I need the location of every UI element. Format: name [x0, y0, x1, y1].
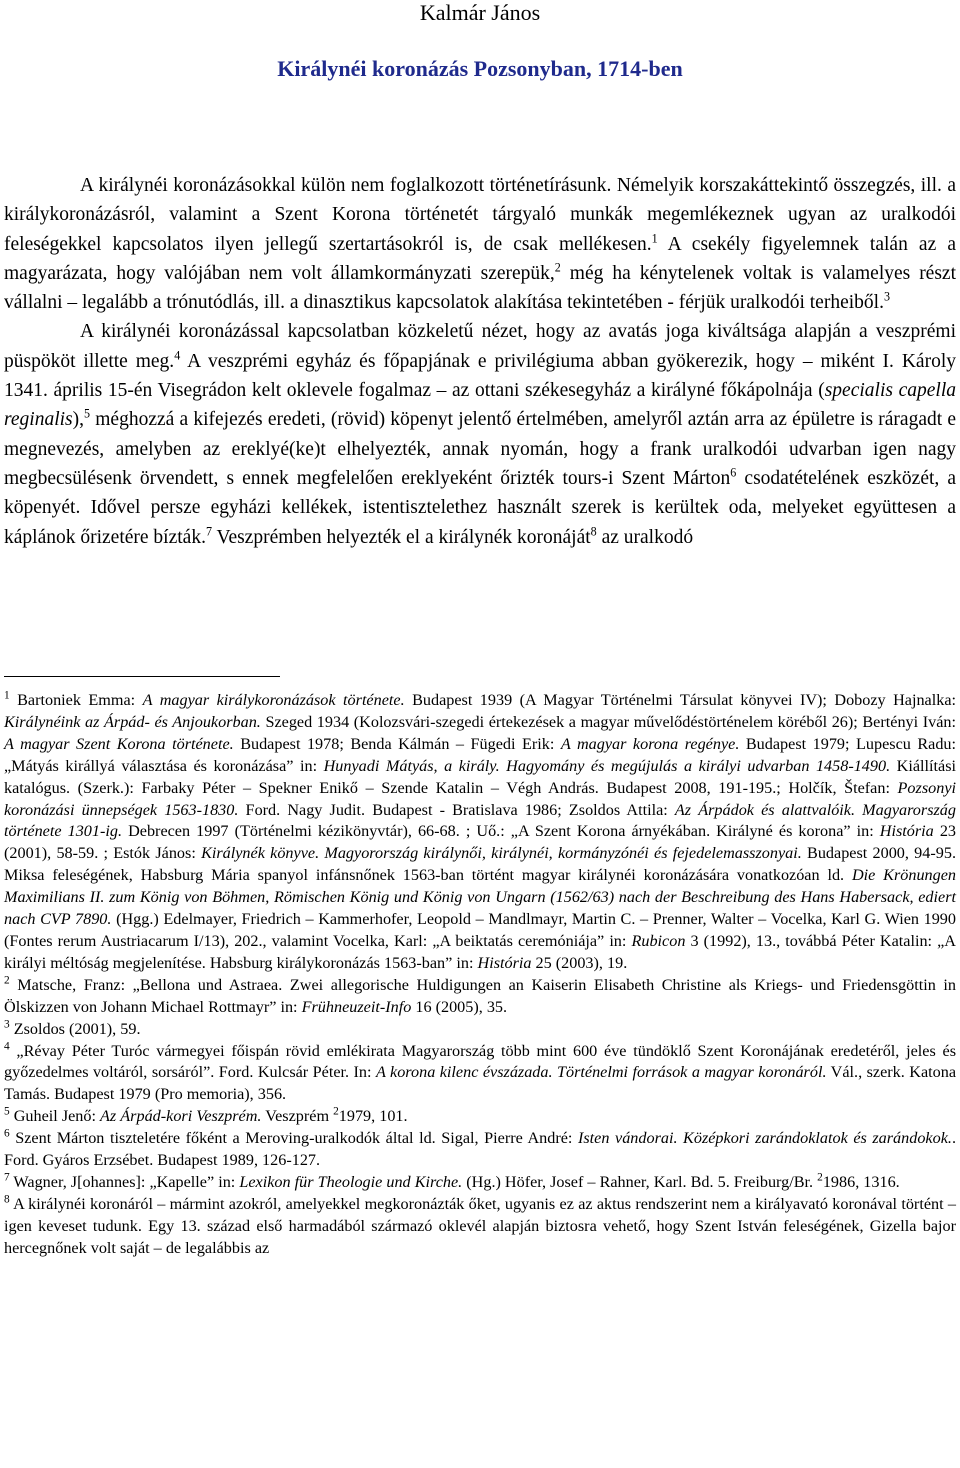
italic-run: Frühneuzeit-Info — [301, 997, 412, 1016]
text-run: A veszprémi egyház és főpapjának e privilégiuma abban gyökerezik, hogy – miként I. Károly 1341. április 15-én Visegrádon kelt oklevele fogalmaz – az ottani székesegyház a királyné főkápolnája ( — [4, 350, 956, 402]
italic-run: Lexikon für Theologie und Kirche. — [239, 1172, 463, 1191]
text-run: 1979, 101. — [338, 1107, 408, 1126]
text-run: még ha kénytelenek voltak is valamelyes részt vállalni – legalább a trónutódlás, ill. a dinasztikus kapcsolatok alakítása tekintetében - férjük uralkodói terheiből. — [4, 262, 957, 314]
text-run: az uralkodó — [596, 526, 694, 548]
footnote-ref: 2 — [4, 974, 10, 987]
footnote-ref: 6 — [730, 465, 737, 480]
text-run: Wagner, J[ohannes]: „Kapelle” in: — [9, 1172, 240, 1191]
text-run: Budapest 1978; Benda Kálmán – Fügedi Erik: — [233, 734, 561, 753]
text-run: Zsoldos (2001), 59. — [9, 1019, 141, 1038]
text-run: Budapest 1939 (A Magyar Történelmi Társulat könyvei IV); Dobozy Hajnalka: — [404, 691, 957, 709]
italic-run: specialis capella reginalis — [4, 380, 956, 431]
footnote-ref: 4 — [4, 1040, 10, 1053]
text-run: Kiállítási katalógus. (Szerk.): Farbaky Péter – Spekner Enikő – Szende Katalin – Végh András. Budapest 2008, 191-195.; Holčík, Štefan: — [4, 756, 957, 797]
text-run: . Ford. Gyáros Erzsébet. Budapest 1989, 126-127. — [4, 1129, 956, 1170]
italic-run: A korona kilenc évszázada. Történelmi források a magyar koronáról. — [375, 1063, 827, 1082]
text-run: Budapest 1979; Lupescu Radu: „Mátyás királlyá választása és koronázása” in: — [4, 734, 957, 775]
footnote-ref: 4 — [174, 348, 181, 363]
footnote-ref: 3 — [4, 1018, 10, 1031]
text-run: (Hgg.) Edelmayer, Friedrich – Kammerhofer, Leopold – Mandlmayr, Martin C. – Prenner, Walter – Vocelka, Karl G. Wien 1990 (Fontes rerum Austriacarum I/13), 202., valamint Vocelka, Karl: „A beiktatás ceremóniája” in: — [4, 910, 956, 950]
footnote-ref: 5 — [84, 406, 91, 421]
italic-run: Királynéink az Árpád- és Anjoukorban. — [4, 712, 261, 731]
text-run: 16 (2005), 35. — [411, 997, 508, 1016]
footnote-ref: 3 — [883, 289, 890, 304]
document-page — [4, 0, 957, 1257]
italic-run: Az Árpádok és alattvalóik. Magyarország története 1301-ig. — [4, 800, 956, 841]
footnote-ref: 2 — [333, 1105, 339, 1118]
text-run: Matsche, Franz: „Bellona und Astraea. Zwei allegorische Huldigungen an Kaiserin Elisabeth Christine als Kriegs- und Friedensgöttin in Ölskizzen von Johann Michael Rottmayr” in: — [4, 975, 956, 1016]
text-run: Vál., szerk. Katona Tamás. Budapest 1979 (Pro memoria), 356. — [4, 1063, 956, 1104]
text-run: Szent Márton tiszteletére főként a Meroving-uralkodók által ld. Sigal, Pierre André: — [9, 1129, 578, 1148]
text-run: Debrecen 1997 (Történelmi kézikönyvtár), 66-68. ; Uő.: „A Szent Korona árnyékában. Királyné és korona” in: — [122, 822, 880, 841]
text-run: A királynéi koronázásokkal külön nem foglalkozott történetírásunk. Némelyik korszakáttekintő összegzés, ill. a királykoronázásról, valamint a Szent Korona történetét tárgyaló munkák megemlékeznek ugyan az uralkodói feleségekkel kapcsolatos ilyen jellegű szertartásokról is, de csak mellékesen. — [4, 175, 956, 255]
text-run: A csekély figyelemnek talán az a magyarázata, hogy valójában nem volt államkormányzati szerepük, — [4, 233, 956, 284]
text-run: 3 (1992), 13., továbbá Péter Katalin: „A királyi méltóság megjelenítése. Habsburg királykoronázás 1563-ban” in: — [4, 931, 956, 972]
text-run: Veszprém — [261, 1107, 334, 1126]
text-run: Veszprémben helyezték el a királynék koronáját — [212, 526, 591, 548]
author-name: Kalmár János — [419, 0, 541, 25]
footnote-7 — [4, 1172, 956, 1194]
text-run: Budapest 2000, 94-95. Miksa feleségének, Habsburg Mária spanyol infánsnőnek 1563-ban történt magyar királynéi koronázására vonatkozóan ld. — [4, 844, 956, 885]
footnote-6 — [4, 1128, 956, 1172]
italic-run: Isten vándorai. Középkori zarándoklatok és zarándokok. — [577, 1129, 952, 1148]
footnote-5 — [4, 1106, 956, 1128]
italic-run: Az Árpád-kori Veszprém. — [100, 1107, 262, 1126]
footnote-2 — [4, 975, 956, 1019]
main-text — [4, 171, 956, 552]
footnote-ref: 2 — [554, 260, 561, 275]
italic-run: Pozsonyi koronázási ünnepségek 1563-1830. — [4, 778, 956, 819]
footnote-3 — [4, 1019, 956, 1041]
footnote-ref: 8 — [590, 524, 597, 539]
footnote-separator — [4, 676, 280, 677]
text-run: Guheil Jenő: — [9, 1107, 101, 1126]
text-run: Bartoniek Emma: — [9, 691, 143, 709]
italic-run: Die Krönungen Maximilians II. zum König von Böhmen, Römischen König und König von Ungarn (1562/63) nach der Beschreibung des Hans Habersack, ediert nach CVP 7890. — [4, 866, 957, 929]
text-run: Ford. Nagy Judit. Budapest - Bratislava 1986; Zsoldos Attila: — [238, 800, 675, 819]
text-run: ), — [72, 409, 84, 431]
text-run: 1986, 1316. — [822, 1172, 900, 1191]
page-title: Királynéi koronázás Pozsonyban, 1714-ben — [277, 56, 683, 81]
italic-run: História — [879, 822, 934, 841]
text-run: A királynéi koronázással kapcsolatban közkeletű nézet, hogy az avatás joga kiváltsága alapján a veszprémi püspököt illette meg. — [4, 321, 956, 372]
italic-run: Hunyadi Mátyás, a király. Hagyomány és megújulás a királyi udvarban 1458-1490. — [323, 756, 891, 775]
text-run: méghozzá a kifejezés eredeti, (rövid) köpenyt jelentő értelmében, amelyről aztán arra az épületre is ráragadt e megnevezés, amelyben az ereklyé(ke)t elhelyezték, annak nyomán, hogy a frank uralkodói udvarban igen nagy megbecsülésenk örvendett, s ennek megfelelően ereklyeként őrizték tours-i Szent Márton — [4, 409, 956, 489]
text-run: A királynéi koronáról – mármint azokról, amelyekkel megkoronázták őket, ugyanis ez az aktus rendszerint nem a királyavató koronával történt – igen keveset tudunk. Egy 13. század első harmadából származó oklevél alapján biztosra vehető, hogy Szent István feleségének, Gizella bajor hercegnőnek volt saját – de legalábbis az — [4, 1194, 956, 1257]
text-run: csodatételének eszközét, a köpenyét. Idővel persze egyházi kellékek, istentisztelethez használt szerek is kerültek oda, melyeket együttesen a káplánok őrizetére bízták. — [4, 467, 956, 548]
italic-run: A magyar Szent Korona története. — [4, 734, 234, 753]
italic-run: A magyar korona regénye. — [560, 734, 740, 753]
paragraph-1 — [4, 171, 956, 317]
text-run: 25 (2003), 19. — [531, 953, 628, 972]
text-run: 23 (2001), 58-59. ; Estók János: — [4, 822, 957, 863]
footnote-ref: 7 — [205, 524, 212, 539]
footnote-ref: 5 — [4, 1105, 10, 1118]
footnote-ref: 2 — [817, 1171, 823, 1184]
footnote-ref: 1 — [651, 231, 658, 246]
italic-run: A magyar királykoronázások története. — [142, 691, 405, 709]
footnote-ref: 1 — [4, 689, 10, 702]
footnote-4 — [4, 1041, 956, 1107]
footnote-1 — [4, 690, 956, 975]
footnote-8 — [4, 1194, 956, 1260]
text-run: „Révay Péter Turóc vármegyei főispán rövid emlékirata Magyarország több mint 600 éve tündöklő Szent Koronájának eredetéről, jeles és győzedelmes voltáról, sorsáról”. Ford. Kulcsár Péter. In: — [4, 1041, 956, 1082]
text-run: Szeged 1934 (Kolozsvári-szegedi értekezések a magyar művelődéstörténelem köréből 26); Bertényi Iván: — [260, 712, 956, 731]
text-run: (Hg.) Höfer, Josef – Rahner, Karl. Bd. 5. Freiburg/Br. — [462, 1172, 818, 1191]
italic-run: Királynék könyve. Magyorország királynői, királynéi, kormányzónéi és fejedelemasszonyai. — [201, 844, 802, 863]
footnote-ref: 8 — [4, 1193, 10, 1206]
footnote-ref: 6 — [4, 1127, 10, 1140]
italic-run: Rubicon — [631, 931, 686, 950]
paragraph-2 — [4, 317, 956, 551]
italic-run: História — [477, 953, 532, 972]
footnote-ref: 7 — [4, 1171, 10, 1184]
footnotes — [4, 690, 956, 1260]
